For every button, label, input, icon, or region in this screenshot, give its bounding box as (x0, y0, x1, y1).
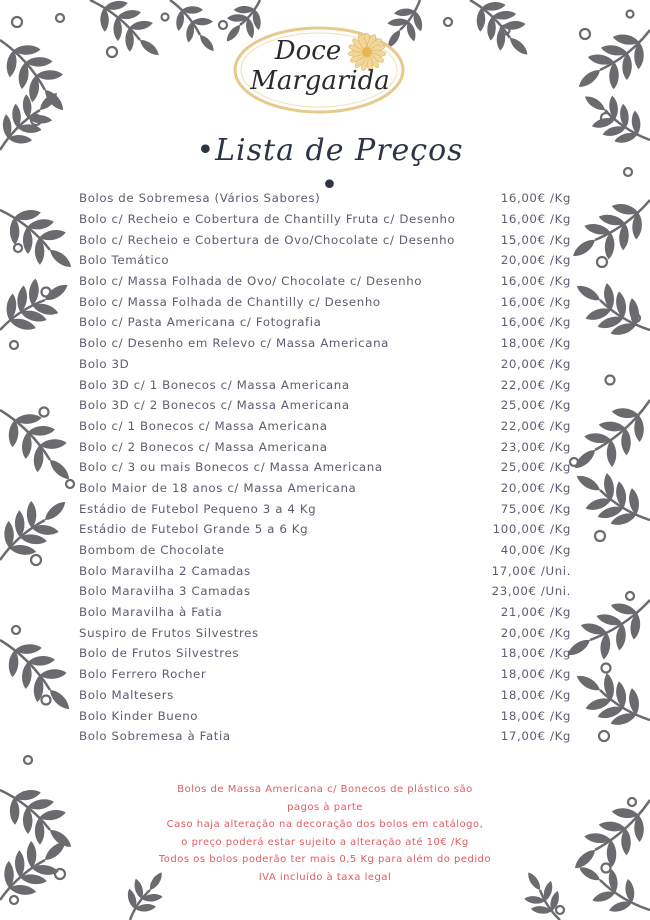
item-price: 15,00€ /Kg (500, 232, 571, 247)
item-name: Bolo Maior de 18 anos c/ Massa Americana (79, 480, 357, 495)
price-row (79, 291, 571, 312)
item-name: Bolo Maravilha à Fatia (79, 605, 223, 620)
item-price: 18,00€ /Kg (500, 687, 571, 702)
circle-ornament (570, 458, 578, 466)
price-row (79, 478, 571, 499)
price-row (79, 374, 571, 395)
item-name: Bolo c/ 2 Bonecos c/ Massa Americana (79, 439, 328, 454)
price-row (79, 209, 571, 230)
item-price: 17,00€ /Uni. (491, 563, 571, 578)
circle-ornament (10, 896, 18, 904)
vine-branch (572, 400, 650, 472)
circle-ornament (40, 408, 49, 417)
price-row (79, 560, 571, 581)
vine-branch (0, 640, 72, 712)
item-name: Bolo c/ 3 ou mais Bonecos c/ Massa Americana (79, 460, 383, 475)
circle-ornament (580, 29, 590, 39)
note-line: IVA incluído à taxa legal (258, 871, 392, 883)
circle-ornament (31, 555, 41, 565)
vine-branch (572, 800, 650, 872)
price-row (79, 229, 571, 250)
item-price: 20,00€ /Kg (500, 480, 571, 495)
circle-ornament (606, 376, 615, 385)
price-row (79, 726, 571, 747)
price-row (79, 250, 571, 271)
item-name: Bolo Maravilha 2 Camadas (79, 563, 251, 578)
price-row (79, 664, 571, 685)
vine-branch (583, 93, 650, 145)
circle-ornament (12, 626, 20, 634)
price-row (79, 395, 571, 416)
circle-ornament (66, 480, 74, 488)
item-name: Bombom de Chocolate (79, 543, 225, 558)
item-name: Bolo c/ Pasta Americana c/ Fotografia (79, 315, 322, 330)
item-price: 18,00€ /Kg (500, 667, 571, 682)
item-price: 20,00€ /Kg (500, 356, 571, 371)
logo-word-doce: Doce (274, 36, 342, 66)
price-row (79, 457, 571, 478)
circle-ornament (12, 17, 22, 27)
item-name: Bolo c/ Desenho em Relevo c/ Massa Americana (79, 336, 389, 351)
item-name: Bolo 3D (79, 356, 130, 371)
item-name: Bolo Temático (79, 253, 170, 268)
item-price: 25,00€ /Kg (500, 398, 571, 413)
note-line: pagos à parte (287, 801, 363, 813)
item-price: 20,00€ /Kg (500, 253, 571, 268)
vine-branch (0, 788, 74, 851)
circle-ornament (219, 21, 227, 29)
circle-ornament (444, 18, 452, 26)
note-line: Caso haja alteração na decoração dos bolos em catálogo, (166, 819, 484, 830)
item-price: 23,00€ /Kg (500, 439, 571, 454)
price-list (79, 188, 571, 747)
price-row (79, 271, 571, 292)
price-row (79, 416, 571, 437)
item-name: Bolo 3D c/ 2 Bonecos c/ Massa Americana (79, 398, 350, 413)
item-name: Bolo c/ Massa Folhada de Ovo/ Chocolate c/ Desenho (79, 274, 423, 289)
item-price: 18,00€ /Kg (500, 336, 571, 351)
logo-word-margarida: Margarida (250, 66, 390, 96)
vine-branch (90, 0, 161, 58)
vine-branch (0, 208, 74, 271)
item-name: Bolo de Frutos Silvestres (79, 646, 240, 661)
price-row (79, 498, 571, 519)
vine-branch (565, 600, 650, 660)
circle-ornament (626, 592, 634, 600)
circle-ornament (42, 696, 51, 705)
item-name: Bolo c/ Recheio e Cobertura de Chantilly Fruta c/ Desenho (79, 212, 456, 227)
item-price: 25,00€ /Kg (500, 460, 571, 475)
circle-ornament (24, 756, 32, 764)
item-price: 22,00€ /Kg (500, 377, 571, 392)
item-name: Bolo Maravilha 3 Camadas (79, 584, 251, 599)
price-row (79, 354, 571, 375)
item-name: Estádio de Futebol Pequeno 3 a 4 Kg (79, 501, 317, 516)
vine-branch (0, 40, 67, 113)
item-name: Bolo Kinder Bueno (79, 708, 199, 723)
item-price: 16,00€ /Kg (500, 274, 571, 289)
item-price: 20,00€ /Kg (500, 625, 571, 640)
vine-branch (577, 864, 650, 914)
circle-ornament (107, 47, 117, 57)
price-row (79, 622, 571, 643)
circle-ornament (14, 244, 22, 252)
item-name: Bolos de Sobremesa (Vários Sabores) (79, 191, 321, 206)
item-price: 21,00€ /Kg (500, 605, 571, 620)
item-name: Bolo c/ 1 Bonecos c/ Massa Americana (79, 418, 328, 433)
notes-section (120, 781, 530, 886)
circle-ornament (602, 864, 611, 873)
item-price: 16,00€ /Kg (500, 191, 571, 206)
circle-ornament (599, 731, 609, 741)
circle-ornament (595, 531, 605, 541)
item-name: Bolo Maltesers (79, 687, 174, 702)
item-name: Estádio de Futebol Grande 5 a 6 Kg (79, 522, 309, 537)
vine-branch (574, 282, 650, 338)
price-row (79, 188, 571, 209)
note-line: Bolos de Massa Americana c/ Bonecos de plástico são (177, 784, 473, 795)
vine-branch (0, 410, 72, 482)
price-row (79, 333, 571, 354)
item-price: 16,00€ /Kg (500, 294, 571, 309)
item-name: Bolo Ferrero Rocher (79, 667, 207, 682)
price-row (79, 581, 571, 602)
price-row (79, 643, 571, 664)
note-line: o preço poderá estar sujeito a alteração até 10€ /Kg (181, 836, 469, 848)
item-price: 40,00€ /Kg (500, 543, 571, 558)
price-row (79, 540, 571, 561)
circle-ornament (556, 906, 564, 914)
vine-branch (170, 0, 216, 53)
note-line: Todos os bolos poderão ter mais 0,5 Kg para além do pedido (158, 854, 492, 865)
price-row (79, 685, 571, 706)
logo (233, 26, 409, 114)
item-price: 23,00€ /Uni. (491, 584, 571, 599)
circle-ornament (10, 341, 18, 349)
circle-ornament (627, 11, 634, 18)
circle-ornament (162, 14, 169, 21)
price-row (79, 519, 571, 540)
circle-ornament (624, 168, 632, 176)
circle-ornament (42, 288, 51, 297)
item-price: 18,00€ /Kg (500, 646, 571, 661)
item-price: 17,00€ /Kg (500, 729, 571, 744)
vine-branch (570, 200, 650, 260)
item-price: 16,00€ /Kg (500, 212, 571, 227)
item-name: Bolo c/ Recheio e Cobertura de Ovo/Chocolate c/ Desenho (79, 232, 456, 247)
item-price: 22,00€ /Kg (500, 418, 571, 433)
item-name: Bolo Sobremesa à Fatia (79, 729, 231, 744)
page-title: •Lista de Preços • (196, 133, 464, 203)
price-row (79, 436, 571, 457)
circle-ornament (55, 869, 65, 879)
price-row (79, 312, 571, 333)
vine-branch (574, 472, 650, 528)
item-price: 100,00€ /Kg (492, 522, 571, 537)
circle-ornament (628, 798, 636, 806)
vine-branch (574, 672, 650, 728)
item-name: Bolo c/ Massa Folhada de Chantilly c/ Desenho (79, 294, 381, 309)
price-row (79, 602, 571, 623)
item-name: Bolo 3D c/ 1 Bonecos c/ Massa Americana (79, 377, 350, 392)
item-price: 18,00€ /Kg (500, 708, 571, 723)
item-price: 16,00€ /Kg (500, 315, 571, 330)
circle-ornament (56, 14, 64, 22)
vine-branch (0, 499, 68, 560)
price-row (79, 705, 571, 726)
item-name: Suspiro de Frutos Silvestres (79, 625, 259, 640)
item-price: 75,00€ /Kg (500, 501, 571, 516)
circle-ornament (602, 664, 611, 673)
vine-branch (0, 278, 70, 332)
circle-ornament (597, 257, 607, 267)
